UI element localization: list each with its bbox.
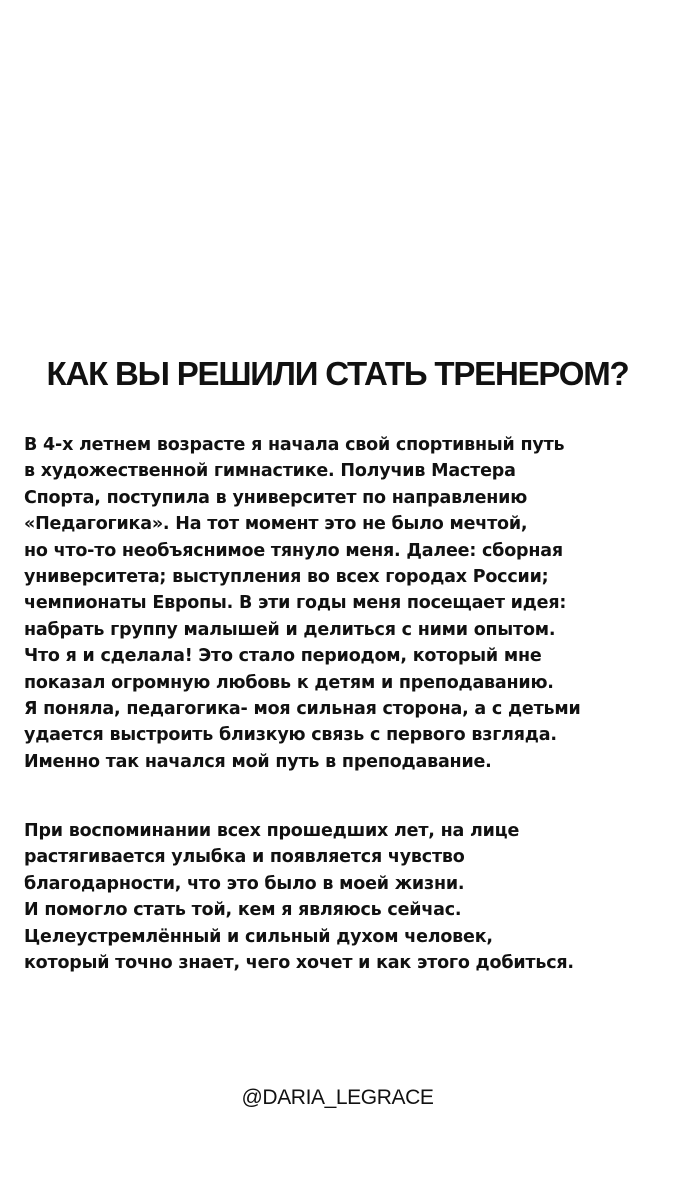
- text-line: Что я и сделала! Это стало периодом, который мне: [24, 646, 542, 667]
- text-line: В 4-х летнем возрасте я начала свой спортивный путь: [24, 435, 565, 455]
- text-line: Именно так начался мой путь в преподавание.: [24, 751, 492, 772]
- page-title: КАК ВЫ РЕШИЛИ СТАТЬ ТРЕНЕРОМ?: [46, 355, 629, 392]
- text-line: Я поняла, педагогика- моя сильная сторона, а с детьми: [24, 699, 581, 720]
- text-line: И помогло стать той, кем я являюсь сейчас.: [24, 900, 462, 921]
- text-line: Спорта, поступила в университет по направлению: [24, 487, 528, 508]
- text-line: благодарности, что это было в моей жизни.: [24, 873, 465, 894]
- text-line: показал огромную любовь к детям и преподаванию.: [24, 672, 554, 693]
- text-line: в художественной гимнастике. Получив Мастера: [24, 461, 516, 482]
- text-line: университета; выступления во всех городах России;: [24, 567, 549, 588]
- text-line: который точно знает, чего хочет и как этого добиться.: [24, 953, 574, 974]
- text-line: чемпионаты Европы. В эти годы меня посещает идея:: [24, 593, 567, 614]
- text-line: При воспоминании всех прошедших лет, на лице: [24, 821, 520, 841]
- text-line: Целеустремлённый и сильный духом человек,: [24, 926, 493, 947]
- text-line: но что-то необъяснимое тянуло меня. Далее: сборная: [24, 540, 563, 561]
- text-line: растягивается улыбка и появляется чувство: [24, 847, 465, 868]
- text-line: набрать группу малышей и делиться с ними опытом.: [24, 619, 556, 640]
- author-handle: @DARIA_LEGRACE: [241, 1086, 434, 1109]
- paragraph-2: [24, 818, 654, 976]
- paragraph-1: [24, 432, 654, 775]
- text-line: удается выстроить близкую связь с первого взгляда.: [24, 725, 557, 746]
- text-line: «Педагогика». На тот момент это не было мечтой,: [24, 514, 528, 535]
